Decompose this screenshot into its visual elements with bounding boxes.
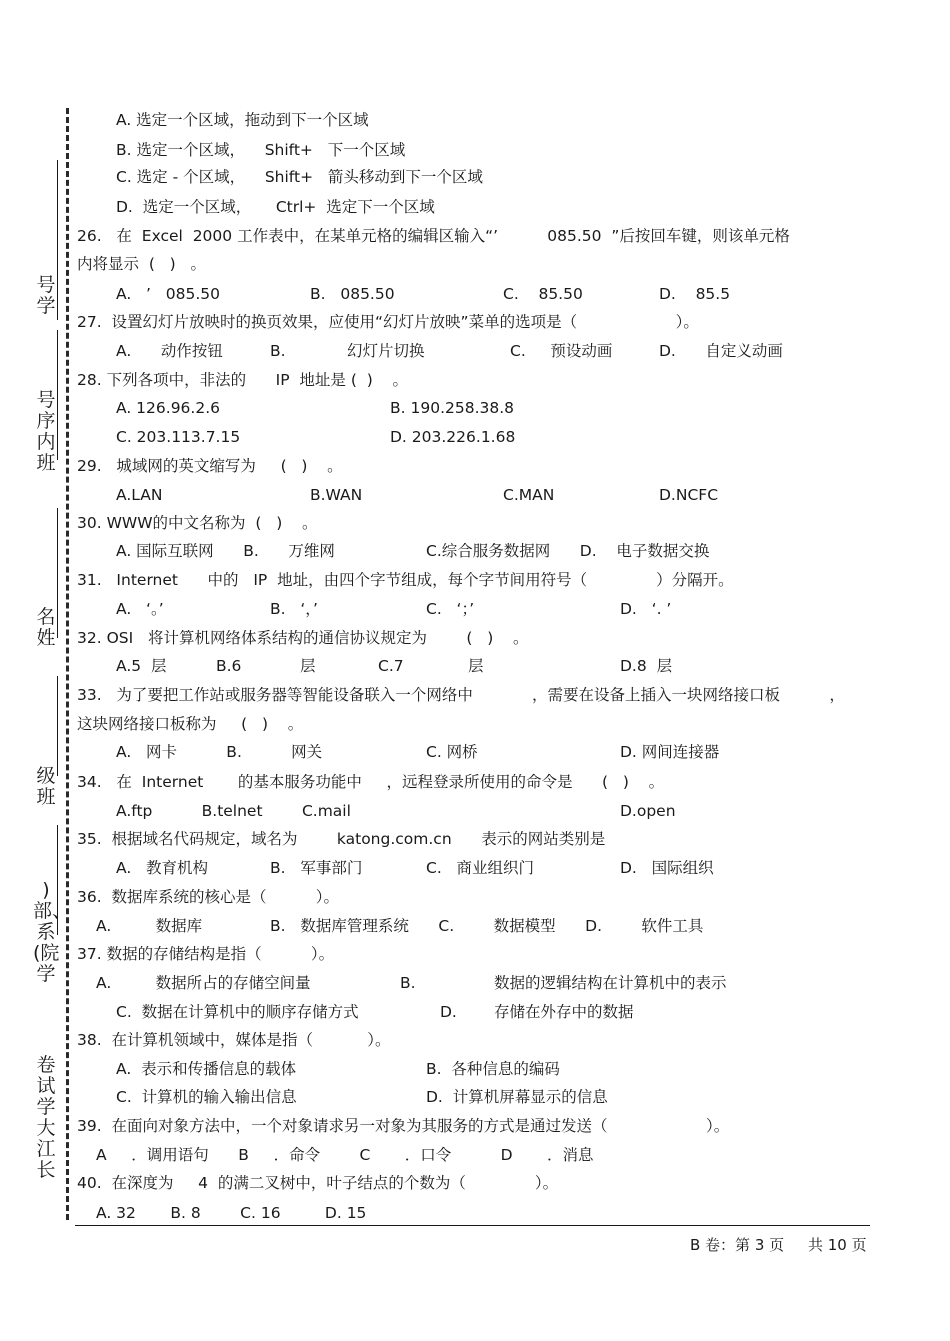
option-text: C. 203.113.7.15 [116,428,241,446]
question-text: 33. 为了要把工作站或服务器等智能设备联入一个网络中 ，需要在设备上插入一块网络接口板 ， [77,686,845,704]
option-text: D.8 层 [620,657,673,675]
option-text: A.ftp B.telnet C.mail [116,802,351,820]
option-text: C.综合服务数据网 D. 电子数据交换 [426,542,710,560]
option-text: A. 国际互联网 B. 万维网 [116,542,335,560]
option-text: A.5 层 [116,657,167,675]
option-text: A. ‘。’ [116,600,164,618]
question-text: 29. 城域网的英文缩写为 ( ) 。 [77,457,343,475]
option-text: C. ‘；’ [426,600,475,618]
binder-label-class: 级班 [36,765,56,808]
option-text: B. 各种信息的编码 [426,1060,560,1078]
option-line: D. 选定一个区域， Ctrl+ 选定下一个区域 [116,198,435,216]
option-text: C. 网桥 [426,743,478,761]
option-text: A. 126.96.2.6 [116,399,220,417]
option-text: D. 国际组织 [620,859,714,877]
option-text: D. 计算机屏幕显示的信息 [426,1088,608,1106]
option-text: D.open [620,802,676,820]
option-text: D. [440,1003,457,1021]
option-text: C. 商业组织门 [426,859,535,877]
option-text: B. 军事部门 [270,859,363,877]
option-text: C.MAN [503,486,555,504]
option-text: A. 教育机构 [116,859,209,877]
binder-label-name: 名姓 [36,606,56,649]
option-text: C. 85.50 [503,285,583,303]
option-text: D.NCFC [659,486,719,504]
option-text: C. 计算机的输入输出信息 [116,1088,297,1106]
option-text: B. 数据库管理系统 C. 数据模型 D. 软件工具 [270,917,704,935]
binder-bar [57,676,58,776]
question-text: 31. Internet 中的 IP 地址，由四个字节组成，每个字节间用符号（ ）分隔开。 [77,571,734,589]
option-text: B.6 [216,657,242,675]
question-text: 35. 根据域名代码规定，域名为 katong.com.cn 表示的网站类别是 [77,830,606,848]
option-text: A. 数据库 [96,917,203,935]
question-text: 27. 设置幻灯片放映时的换页效果，应使用“幻灯片放映”菜单的选项是（ ）。 [77,313,699,331]
option-text: 幻灯片切换 [347,342,425,360]
option-line: A. 选定一个区域，拖动到下一个区域 [116,111,369,129]
option-text: B. [400,974,416,992]
option-text: C.7 [378,657,404,675]
question-text: 38. 在计算机领域中，媒体是指（ ）。 [77,1031,391,1049]
question-text: 内将显示 ( ) 。 [77,255,207,273]
option-text: B.WAN [310,486,363,504]
option-text: A. 网卡 B. 网关 [116,743,323,761]
option-text: A. ’ 085.50 [116,285,220,303]
question-text: 39. 在面向对象方法中，一个对象请求另一对象为其服务的方式是通过发送（ ）。 [77,1117,730,1135]
option-text: C. 预设动画 [510,342,613,360]
page-footer: B 卷：第 3 页 共 10 页 [690,1236,867,1254]
question-text: 30. WWW的中文名称为 ( ) 。 [77,514,318,532]
question-text: 32. OSI 将计算机网络体系结构的通信协议规定为 ( ) 。 [77,629,529,647]
option-line: B. 选定一个区域， Shift+ 下一个区域 [116,141,406,159]
option-text: B. ‘，’ [270,600,318,618]
binder-label-university: 卷试学大江长 [36,1054,56,1181]
option-text: 层 [468,657,484,675]
footer-rule [75,1225,870,1226]
binder-label-department: )部、系(院学 [33,879,72,985]
question-text: 28. 下列各项中，非法的 IP 地址是 ( ) 。 [77,371,408,389]
option-text: A. 动作按钮 [116,342,223,360]
question-text: 26. 在 Excel 2000 工作表中，在某单元格的编辑区输入“’ 085.50 ”后按回车键，则该单元格 [77,227,790,245]
option-text: A ．调用语句 B ．命令 C ．口令 D ．消息 [96,1146,594,1164]
option-text: 存储在外存中的数据 [494,1003,634,1021]
option-text: 层 [300,657,316,675]
option-text: D. ‘. ’ [620,600,672,618]
question-text: 37. 数据的存储结构是指（ ）。 [77,945,335,963]
option-line: C. 选定 - 个区域， Shift+ 箭头移动到下一个区域 [116,168,483,186]
option-text: 数据的逻辑结构在计算机中的表示 [494,974,727,992]
option-text: C. 数据在计算机中的顺序存储方式 [116,1003,359,1021]
option-text: A. 32 B. 8 C. 16 D. 15 [96,1204,367,1222]
option-text: D. 85.5 [659,285,731,303]
binder-label-student-id: 号学 [36,274,56,317]
question-text: 这块网络接口板称为 ( ) 。 [77,715,304,733]
option-text: A. 表示和传播信息的载体 [116,1060,297,1078]
option-text: A. 数据所占的存储空间量 [96,974,311,992]
binding-dashed-line [66,108,69,1220]
option-text: D. 网间连接器 [620,743,720,761]
option-text: B. 190.258.38.8 [390,399,515,417]
option-text: B. [270,342,286,360]
question-text: 34. 在 Internet 的基本服务功能中 ，远程登录所使用的命令是 ( ) 。 [77,773,665,791]
binder-label-class-seat: 号序内班 [36,389,56,474]
option-text: D. 203.226.1.68 [390,428,516,446]
question-text: 40. 在深度为 4 的满二叉树中，叶子结点的个数为（ ）。 [77,1174,559,1192]
option-text: A.LAN [116,486,163,504]
option-text: B. 085.50 [310,285,395,303]
question-text: 36. 数据库系统的核心是（ ）。 [77,888,340,906]
option-text: D. 自定义动画 [659,342,783,360]
